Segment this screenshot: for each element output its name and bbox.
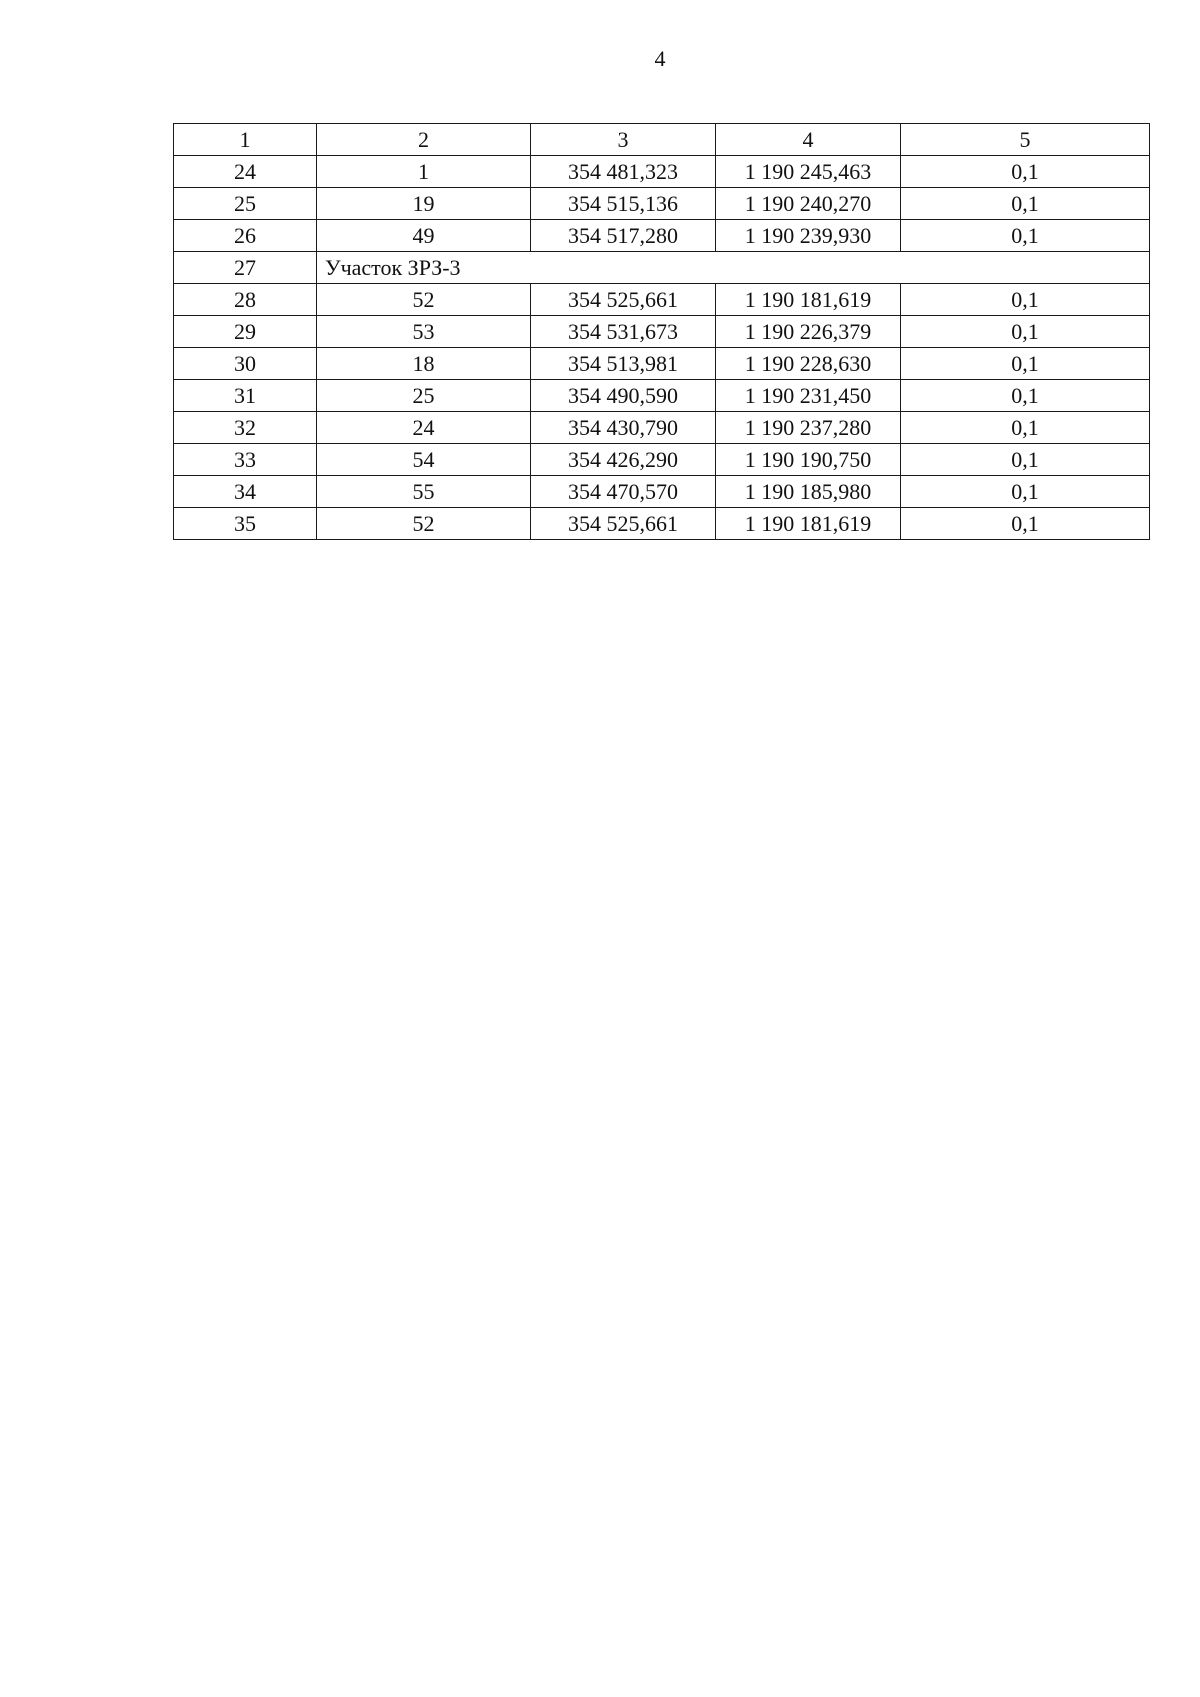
row-number-cell: 33 <box>174 444 317 476</box>
accuracy-cell: 0,1 <box>901 412 1150 444</box>
x-coordinate-cell: 354 531,673 <box>531 316 716 348</box>
accuracy-cell: 0,1 <box>901 348 1150 380</box>
row-number-cell: 24 <box>174 156 317 188</box>
accuracy-cell: 0,1 <box>901 444 1150 476</box>
accuracy-cell: 0,1 <box>901 508 1150 540</box>
x-coordinate-cell: 354 525,661 <box>531 508 716 540</box>
table-row <box>174 316 1150 348</box>
point-number-cell: 55 <box>317 476 531 508</box>
header-cell-5: 5 <box>901 124 1150 156</box>
accuracy-cell: 0,1 <box>901 476 1150 508</box>
point-number-cell: 49 <box>317 220 531 252</box>
point-number-cell: 18 <box>317 348 531 380</box>
y-coordinate-cell: 1 190 226,379 <box>716 316 901 348</box>
row-number-cell: 28 <box>174 284 317 316</box>
accuracy-cell: 0,1 <box>901 220 1150 252</box>
point-number-cell: 53 <box>317 316 531 348</box>
accuracy-cell: 0,1 <box>901 380 1150 412</box>
y-coordinate-cell: 1 190 181,619 <box>716 284 901 316</box>
table-row <box>174 380 1150 412</box>
accuracy-cell: 0,1 <box>901 284 1150 316</box>
point-number-cell: 25 <box>317 380 531 412</box>
table-row <box>174 476 1150 508</box>
point-number-cell: 54 <box>317 444 531 476</box>
header-cell-4: 4 <box>716 124 901 156</box>
point-number-cell: 24 <box>317 412 531 444</box>
row-number-cell: 31 <box>174 380 317 412</box>
page-number: 4 <box>654 46 666 71</box>
point-number-cell: 1 <box>317 156 531 188</box>
y-coordinate-cell: 1 190 190,750 <box>716 444 901 476</box>
section-label-cell: Участок ЗРЗ-3 <box>317 252 1150 284</box>
x-coordinate-cell: 354 481,323 <box>531 156 716 188</box>
x-coordinate-cell: 354 426,290 <box>531 444 716 476</box>
accuracy-cell: 0,1 <box>901 188 1150 220</box>
point-number-cell: 52 <box>317 508 531 540</box>
x-coordinate-cell: 354 490,590 <box>531 380 716 412</box>
row-number-cell: 27 <box>174 252 317 284</box>
x-coordinate-cell: 354 513,981 <box>531 348 716 380</box>
y-coordinate-cell: 1 190 239,930 <box>716 220 901 252</box>
y-coordinate-cell: 1 190 231,450 <box>716 380 901 412</box>
table-row <box>174 348 1150 380</box>
table-row <box>174 412 1150 444</box>
y-coordinate-cell: 1 190 240,270 <box>716 188 901 220</box>
point-number-cell: 52 <box>317 284 531 316</box>
header-cell-2: 2 <box>317 124 531 156</box>
x-coordinate-cell: 354 430,790 <box>531 412 716 444</box>
row-number-cell: 29 <box>174 316 317 348</box>
table-row <box>174 444 1150 476</box>
row-number-cell: 30 <box>174 348 317 380</box>
header-cell-3: 3 <box>531 124 716 156</box>
table-row <box>174 508 1150 540</box>
y-coordinate-cell: 1 190 237,280 <box>716 412 901 444</box>
table-row <box>174 284 1150 316</box>
x-coordinate-cell: 354 525,661 <box>531 284 716 316</box>
y-coordinate-cell: 1 190 228,630 <box>716 348 901 380</box>
accuracy-cell: 0,1 <box>901 316 1150 348</box>
x-coordinate-cell: 354 517,280 <box>531 220 716 252</box>
table-row <box>174 156 1150 188</box>
row-number-cell: 35 <box>174 508 317 540</box>
coordinates-table <box>173 123 1150 540</box>
row-number-cell: 26 <box>174 220 317 252</box>
row-number-cell: 25 <box>174 188 317 220</box>
y-coordinate-cell: 1 190 185,980 <box>716 476 901 508</box>
table-row <box>174 220 1150 252</box>
row-number-cell: 34 <box>174 476 317 508</box>
row-number-cell: 32 <box>174 412 317 444</box>
table-body <box>174 124 1150 540</box>
y-coordinate-cell: 1 190 181,619 <box>716 508 901 540</box>
header-cell-1: 1 <box>174 124 317 156</box>
x-coordinate-cell: 354 470,570 <box>531 476 716 508</box>
table-section-row <box>174 252 1150 284</box>
x-coordinate-cell: 354 515,136 <box>531 188 716 220</box>
point-number-cell: 19 <box>317 188 531 220</box>
table-row <box>174 188 1150 220</box>
accuracy-cell: 0,1 <box>901 156 1150 188</box>
y-coordinate-cell: 1 190 245,463 <box>716 156 901 188</box>
table-header-row <box>174 124 1150 156</box>
